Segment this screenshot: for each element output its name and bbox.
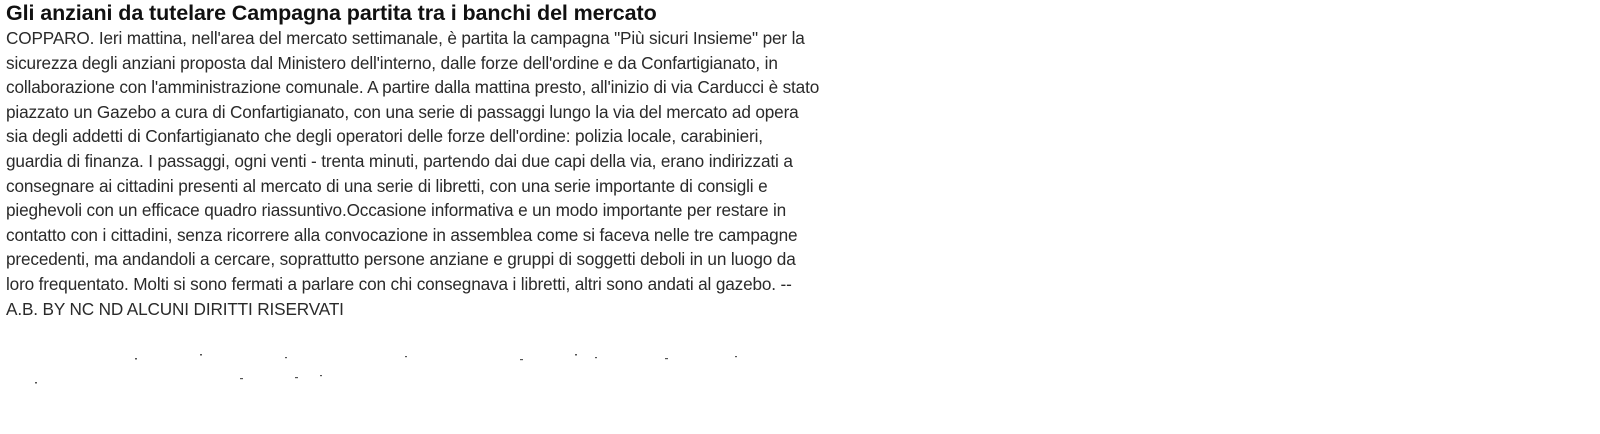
article-headline: Gli anziani da tutelare Campagna partita tra i banchi del mercato — [6, 1, 657, 25]
scan-artifacts — [0, 345, 1600, 405]
article-body: COPPARO. Ieri mattina, nell'area del mercato settimanale, è partita la campagna "Più sicuri Insieme" per la sicurezza degli anziani proposta dal Ministero dell'interno, dalle forze dell'ordine e da Confartigianato, in collaborazione con l'amministrazione comunale. A partire dalla mattina presto, all'inizio di via Carducci è stato piazzato un Gazebo a cura di Confartigianato, con una serie di passaggi lungo la via del mercato ad opera sia degli addetti di Confartigianato che degli operatori delle forze dell'ordine: polizia locale, carabinieri, guardia di finanza. I passaggi, ogni venti - trenta minuti, partendo dai due capi della via, erano indirizzati a consegnare ai cittadini presenti al mercato di una serie di libretti, con una serie importante di consigli e pieghevoli con un efficace quadro riassuntivo.Occasione informativa e un modo importante per restare in contatto con i cittadini, senza ricorrere alla convocazione in assemblea come si faceva nelle tre campagne precedenti, ma andandoli a cercare, soprattutto persone anziane e gruppi di soggetti deboli in un luogo da loro frequentato. Molti si sono fermati a parlare con chi consegnava i libretti, altri sono andati al gazebo. --A.B. BY NC ND ALCUNI DIRITTI RISERVATI — [6, 28, 820, 319]
article — [6, 0, 821, 321]
